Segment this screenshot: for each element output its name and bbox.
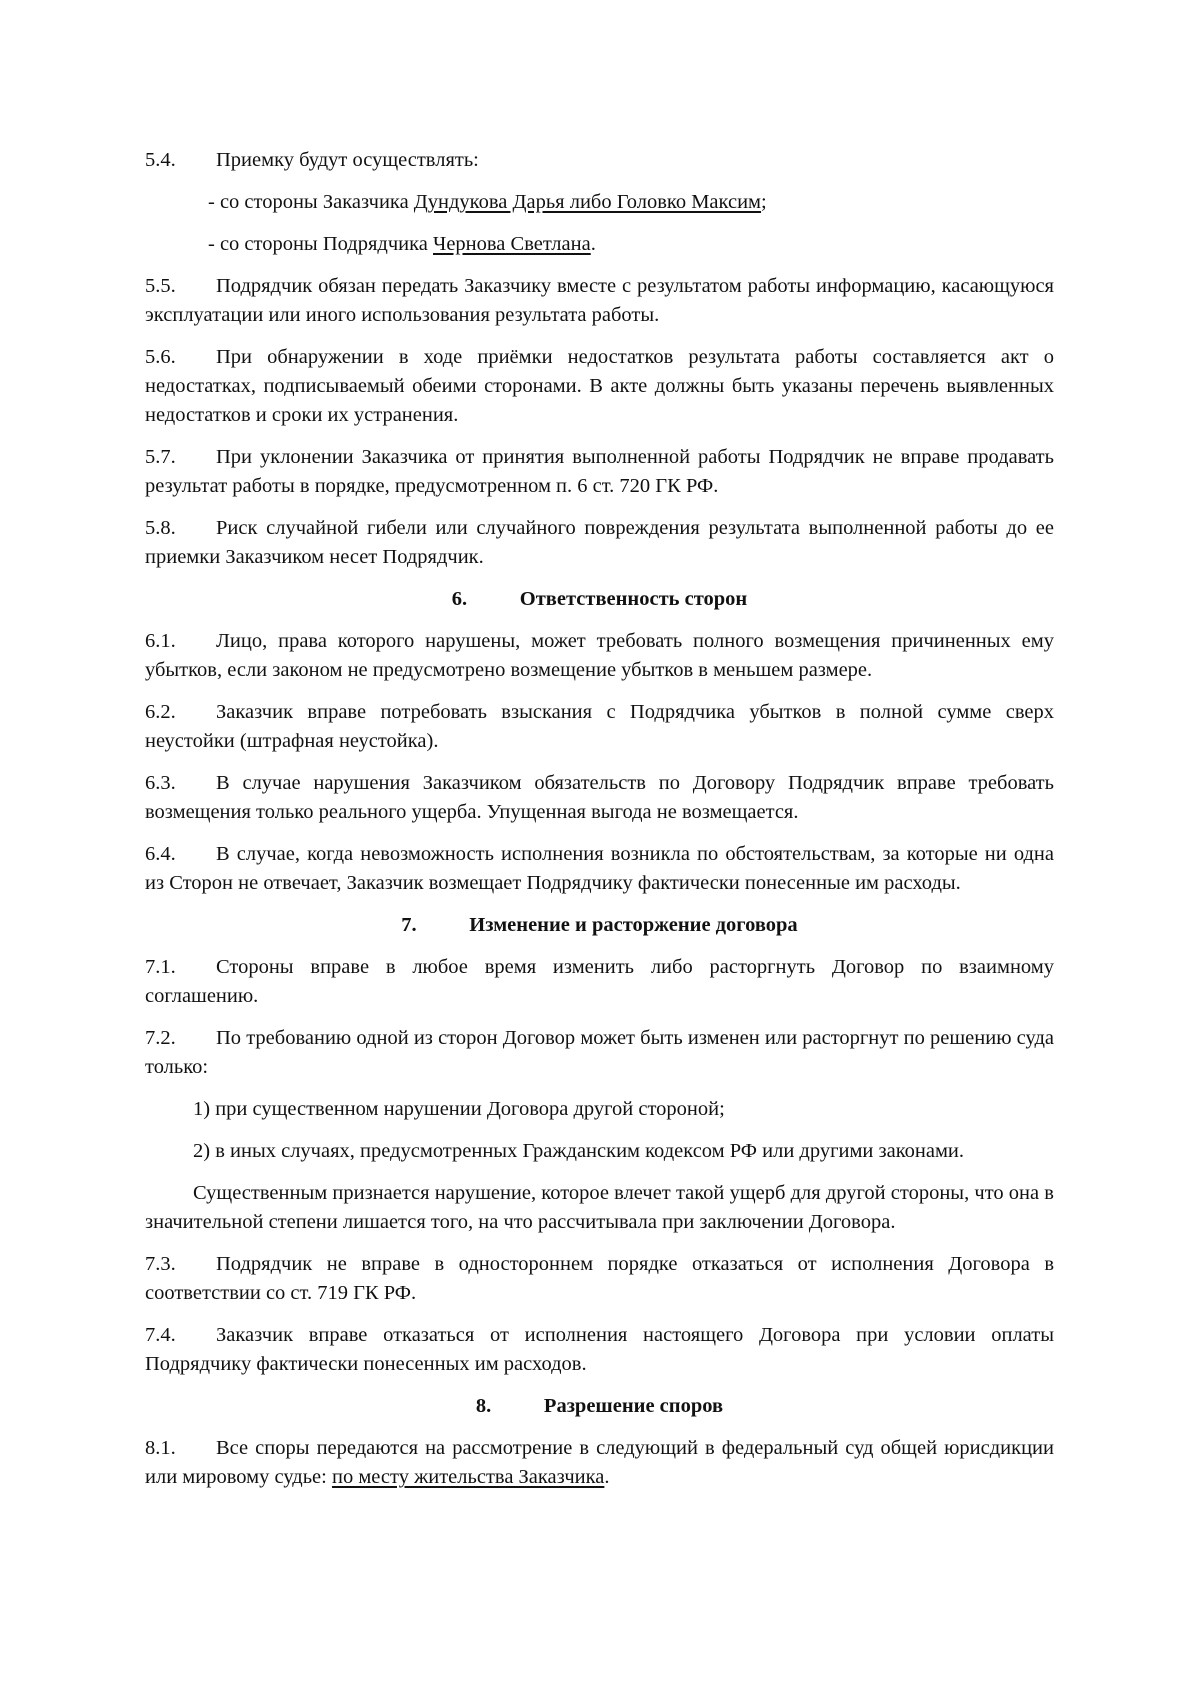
- clause-number: 6.1.: [145, 630, 176, 652]
- clause-number: 7.3.: [145, 1253, 176, 1275]
- clause-text: Заказчик вправе потребовать взыскания с Подрядчика убытков в полной сумме сверх неустойки (штрафная неустойка).: [145, 701, 1054, 752]
- clause-number: 6.2.: [145, 701, 176, 723]
- clause-number: 5.6.: [145, 346, 176, 368]
- clause-7-2: [145, 1024, 1054, 1082]
- acceptance-customer-line: [145, 188, 1054, 217]
- section-title: Ответственность сторон: [519, 588, 748, 610]
- clause-5-6: [145, 343, 1054, 430]
- clause-6-1: [145, 627, 1054, 685]
- clause-text: Заказчик вправе отказаться от исполнения настоящего Договора при условии оплаты Подрядчику фактически понесенных им расходов.: [145, 1324, 1054, 1375]
- clause-5-7: [145, 443, 1054, 501]
- clause-text: Приемку будут осуществлять:: [216, 149, 479, 171]
- clause-7-3: [145, 1250, 1054, 1308]
- clause-text: При обнаружении в ходе приёмки недостатков результата работы составляется акт о недостатках, подписываемый обеими сторонами. В акте должны быть указаны перечень выявленных недостатков и сроки их устранения.: [145, 346, 1054, 426]
- customer-suffix: ;: [761, 191, 767, 213]
- clause-5-8: [145, 514, 1054, 572]
- document-body: [145, 146, 1054, 1505]
- clause-number: 6.4.: [145, 843, 176, 865]
- customer-prefix: - со стороны Заказчика: [208, 191, 414, 213]
- clause-text: Подрядчик обязан передать Заказчику вместе с результатом работы информацию, касающуюся эксплуатации или иного использования результата работы.: [145, 275, 1054, 326]
- clause-text: При уклонении Заказчика от принятия выполненной работы Подрядчик не вправе продавать результат работы в порядке, предусмотренном п. 6 ст. 720 ГК РФ.: [145, 446, 1054, 497]
- section-title: Изменение и расторжение договора: [469, 914, 798, 936]
- clause-5-5: [145, 272, 1054, 330]
- clause-6-2: [145, 698, 1054, 756]
- section-title: Разрешение споров: [543, 1395, 724, 1417]
- clause-number: 7.2.: [145, 1027, 176, 1049]
- clause-7-1: [145, 953, 1054, 1011]
- section-number: 8.: [475, 1395, 492, 1417]
- section-8-heading: [145, 1392, 1054, 1421]
- section-number: 7.: [401, 914, 417, 936]
- clause-suffix: .: [604, 1466, 610, 1488]
- clause-text: Стороны вправе в любое время изменить либо расторгнуть Договор по взаимному соглашению.: [145, 956, 1054, 1007]
- section-6-heading: [145, 585, 1054, 614]
- clause-number: 8.1.: [145, 1437, 176, 1459]
- clause-text: Риск случайной гибели или случайного повреждения результата выполненной работы до ее приемки Заказчиком несет Подрядчик.: [145, 517, 1054, 568]
- material-breach-note: Существенным признается нарушение, которое влечет такой ущерб для другой стороны, что она в значительной степени лишается того, на что рассчитывала при заключении Договора.: [145, 1182, 1054, 1233]
- clause-6-3: [145, 769, 1054, 827]
- list-item: 2) в иных случаях, предусмотренных Гражданским кодексом РФ или другими законами.: [193, 1140, 965, 1162]
- clause-number: 7.4.: [145, 1324, 176, 1346]
- clause-text: Лицо, права которого нарушены, может требовать полного возмещения причиненных ему убытков, если законом не предусмотрено возмещение убытков в меньшем размере.: [145, 630, 1054, 681]
- clause-text: По требованию одной из сторон Договор может быть изменен или расторгнут по решению суда только:: [145, 1027, 1054, 1078]
- clause-8-1: [145, 1434, 1054, 1492]
- clause-text: Все споры передаются на рассмотрение в следующий в федеральный суд общей юрисдикции или мировому судье:: [145, 1437, 1054, 1488]
- contractor-suffix: .: [590, 233, 596, 255]
- clause-number: 6.3.: [145, 772, 176, 794]
- clause-number: 5.5.: [145, 275, 176, 297]
- contractor-prefix: - со стороны Подрядчика: [208, 233, 433, 255]
- clause-text: Подрядчик не вправе в одностороннем порядке отказаться от исполнения Договора в соответствии со ст. 719 ГК РФ.: [145, 1253, 1054, 1304]
- clause-number: 5.4.: [145, 149, 176, 171]
- clause-number: 5.8.: [145, 517, 176, 539]
- section-7-heading: [145, 911, 1054, 940]
- clause-number: 5.7.: [145, 446, 176, 468]
- list-item: 1) при существенном нарушении Договора другой стороной;: [193, 1098, 725, 1120]
- section-number: 6.: [451, 588, 468, 610]
- jurisdiction-underlined: по месту жительства Заказчика: [331, 1466, 605, 1488]
- customer-representatives: Дундукова Дарья либо Головко Максим: [413, 191, 762, 213]
- clause-text: В случае, когда невозможность исполнения возникла по обстоятельствам, за которые ни одна из Сторон не отвечает, Заказчик возмещает Подрядчику фактически понесенные им расходы.: [145, 843, 1054, 894]
- clause-7-4: [145, 1321, 1054, 1379]
- clause-6-4: [145, 840, 1054, 898]
- clause-5-4: [145, 146, 1054, 175]
- contractor-representative: Чернова Светлана: [433, 233, 591, 255]
- clause-text: В случае нарушения Заказчиком обязательств по Договору Подрядчик вправе требовать возмещения только реального ущерба. Упущенная выгода не возмещается.: [145, 772, 1054, 823]
- clause-number: 7.1.: [145, 956, 176, 978]
- acceptance-contractor-line: [145, 230, 1054, 259]
